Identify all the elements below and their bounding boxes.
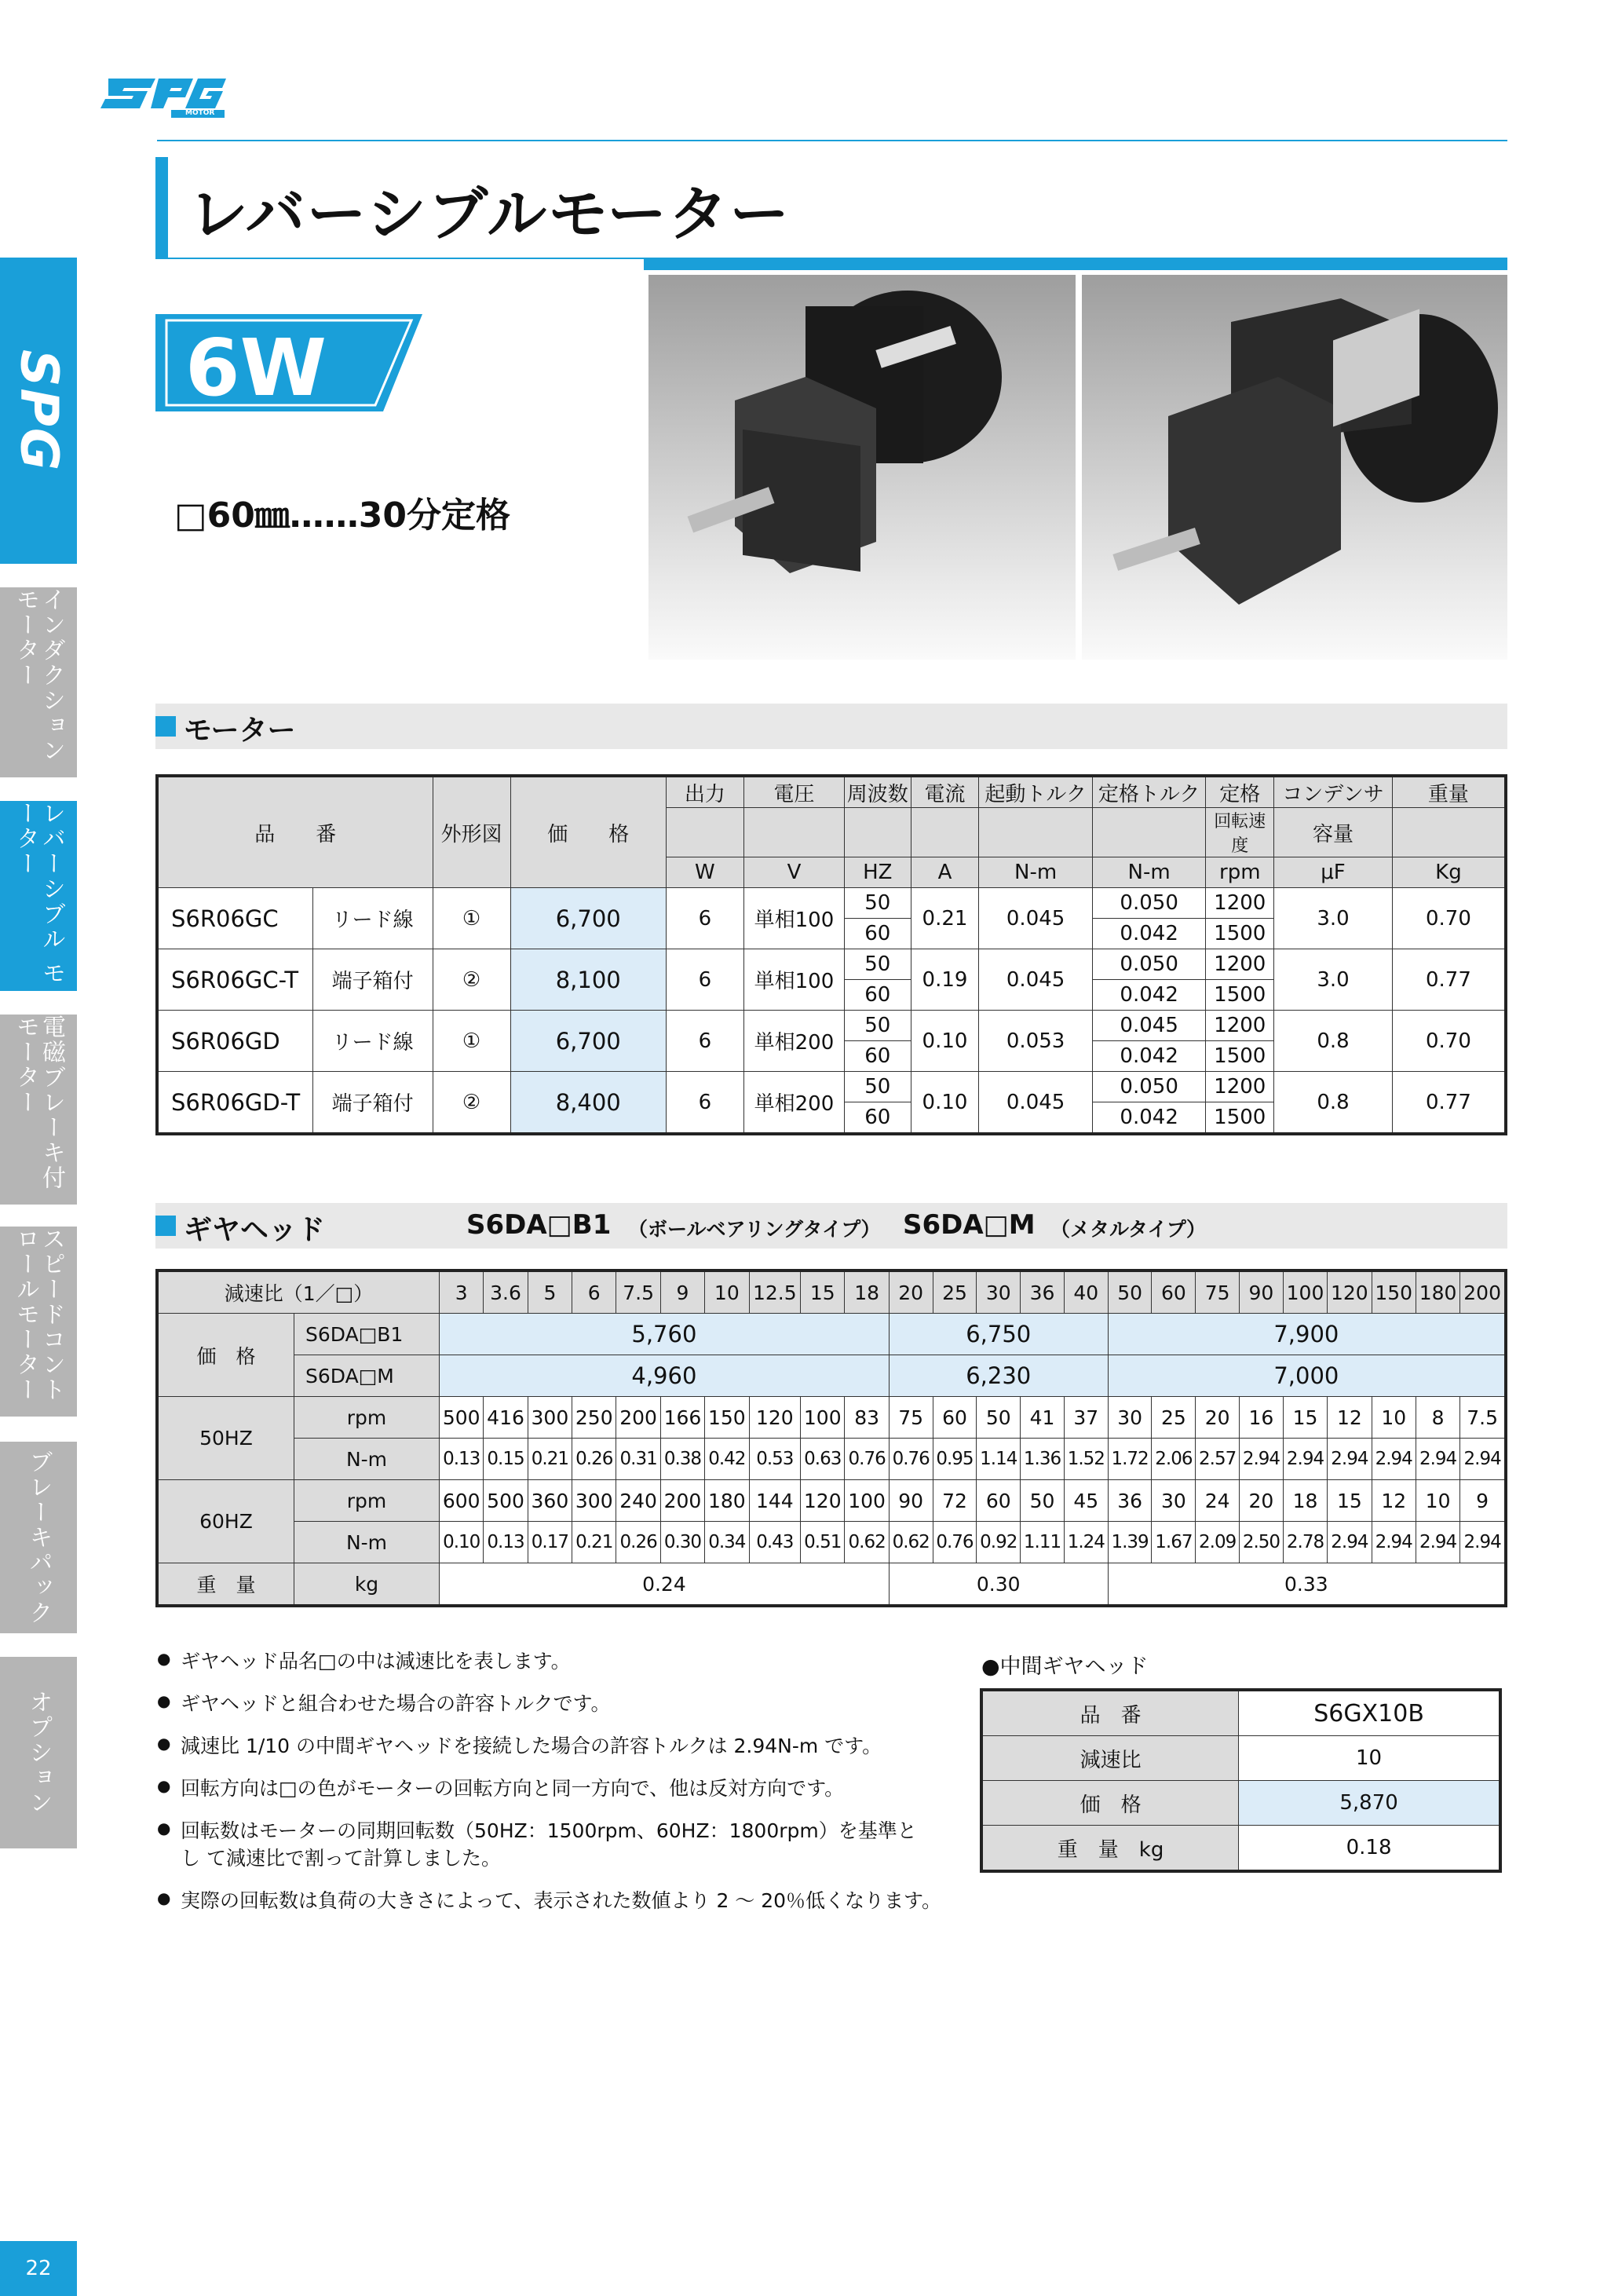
hz50-rpm-value: 7.5: [1460, 1397, 1506, 1439]
unit-start-torque: N-m: [979, 857, 1093, 888]
motor-rated-torque-60: 0.042: [1092, 1102, 1206, 1135]
hz60-rpm-value: 72: [933, 1480, 977, 1522]
motor-condenser: 0.8: [1274, 1072, 1393, 1135]
spg-logo: [100, 71, 226, 118]
th-rated-speed-2: 回転速度: [1206, 808, 1274, 857]
hz60-rpm-value: 90: [889, 1480, 933, 1522]
note-item: ● 実際の回転数は負荷の大きさによって、表示された数値より 2 ～ 20％低くなります。: [157, 1887, 981, 1914]
motor-rated-speed-50: 1200: [1206, 1072, 1274, 1102]
motor-lead-type: リード線: [312, 1011, 433, 1072]
motor-condenser: 3.0: [1274, 949, 1393, 1011]
motor-model: S6R06GD: [157, 1011, 312, 1072]
motor-weight: 0.77: [1392, 949, 1506, 1011]
note-item: ● ギヤヘッドと組合わせた場合の許容トルクです。: [157, 1690, 981, 1717]
motor-freq-50: 50: [844, 949, 911, 980]
hz60-nm-value: 0.21: [572, 1522, 616, 1563]
motor-outline: ②: [433, 949, 510, 1011]
ratio-value: 30: [977, 1270, 1021, 1314]
unit-condenser: μF: [1274, 857, 1393, 888]
ratio-value: 36: [1021, 1270, 1065, 1314]
motor-current: 0.21: [911, 888, 979, 949]
hz50-rpm-value: 416: [484, 1397, 528, 1439]
motor-freq-50: 50: [844, 888, 911, 919]
mid-gear-table: [980, 1688, 1502, 1873]
price-m-label: S6DA□M: [294, 1355, 440, 1397]
hz50-nm-value: 1.36: [1021, 1439, 1065, 1480]
th-output: 出力: [666, 776, 743, 808]
hz50-nm-value: 0.76: [889, 1439, 933, 1480]
gear-model-b1: S6DA□B1: [466, 1209, 612, 1241]
note-item: ● 回転方向は□の色がモーターの回転方向と同一方向で、他は反対方向です。: [157, 1775, 981, 1802]
hz50-rpm-value: 200: [616, 1397, 660, 1439]
weight-value: 0.33: [1108, 1563, 1506, 1607]
motor-lead-type: リード線: [312, 888, 433, 949]
table-row: [157, 888, 1506, 919]
price-m-value: 4,960: [440, 1355, 890, 1397]
motor-rated-torque-50: 0.045: [1092, 1011, 1206, 1041]
ratio-value: 5: [528, 1270, 572, 1314]
motor-spec-table: [155, 774, 1507, 1135]
hz50-nm-label: N-m: [294, 1439, 440, 1480]
side-tab-spg[interactable]: SPG: [0, 258, 77, 564]
notes-list: [157, 1647, 981, 1929]
hz50-nm-value: 2.94: [1416, 1439, 1459, 1480]
motor-weight: 0.70: [1392, 1011, 1506, 1072]
logo-sub: MOTOR: [185, 109, 215, 117]
hz50-nm-value: 2.57: [1196, 1439, 1240, 1480]
hz60-nm-value: 0.30: [660, 1522, 704, 1563]
hz50-nm-value: 0.38: [660, 1439, 704, 1480]
price-b1-label: S6DA□B1: [294, 1314, 440, 1355]
hz60-rpm-value: 300: [572, 1480, 616, 1522]
hz50-nm-value: 0.95: [933, 1439, 977, 1480]
hz60-nm-value: 2.94: [1372, 1522, 1416, 1563]
hz50-label: 50HZ: [157, 1397, 294, 1480]
motor-rated-torque-60: 0.042: [1092, 919, 1206, 949]
hz50-nm-value: 0.26: [572, 1439, 616, 1480]
side-tab-reversible[interactable]: レバーシブル モーター: [0, 801, 77, 991]
hz60-nm-value: 0.13: [484, 1522, 528, 1563]
ratio-value: 3: [440, 1270, 484, 1314]
unit-voltage: V: [743, 857, 844, 888]
motor-rated-speed-50: 1200: [1206, 1011, 1274, 1041]
motor-voltage: 単相200: [743, 1072, 844, 1135]
mid-model: S6GX10B: [1239, 1690, 1500, 1736]
section-square-icon: [155, 1216, 176, 1236]
ratio-value: 120: [1328, 1270, 1372, 1314]
motor-model: S6R06GC: [157, 888, 312, 949]
weight-label: 重 量: [157, 1563, 294, 1607]
ratio-value: 50: [1108, 1270, 1152, 1314]
hz60-nm-value: 1.67: [1152, 1522, 1196, 1563]
mid-ratio-label: 減速比: [981, 1736, 1239, 1781]
motor-outline: ①: [433, 1011, 510, 1072]
hz50-nm-value: 0.53: [749, 1439, 801, 1480]
title-underline-thick: [644, 259, 1507, 270]
ratio-value: 200: [1460, 1270, 1506, 1314]
hz50-rpm-value: 150: [705, 1397, 749, 1439]
hz60-rpm-value: 200: [660, 1480, 704, 1522]
motor-output: 6: [666, 949, 743, 1011]
th-voltage: 電圧: [743, 776, 844, 808]
ratio-label: 減速比（1／□）: [157, 1270, 440, 1314]
weight-value: 0.24: [440, 1563, 890, 1607]
motor-current: 0.10: [911, 1072, 979, 1135]
hz60-rpm-value: 180: [705, 1480, 749, 1522]
unit-current: A: [911, 857, 979, 888]
hz50-rpm-value: 100: [801, 1397, 845, 1439]
gear-model-b1-note: （ボールベアリングタイプ）: [628, 1218, 881, 1241]
hz60-nm-value: 0.34: [705, 1522, 749, 1563]
motor-price: 6,700: [510, 888, 666, 949]
motor-freq-50: 50: [844, 1072, 911, 1102]
hz60-rpm-value: 60: [977, 1480, 1021, 1522]
th-price: 価 格: [510, 776, 666, 888]
hz60-rpm-value: 10: [1416, 1480, 1459, 1522]
motor-lead-type: 端子箱付: [312, 1072, 433, 1135]
hz60-nm-label: N-m: [294, 1522, 440, 1563]
motor-condenser: 3.0: [1274, 888, 1393, 949]
side-tab-speed-control[interactable]: スピードコント ロールモーター: [0, 1227, 77, 1417]
motor-freq-60: 60: [844, 1102, 911, 1135]
table-row: [157, 1072, 1506, 1102]
ratio-value: 75: [1196, 1270, 1240, 1314]
motor-voltage: 単相200: [743, 1011, 844, 1072]
hz60-nm-value: 0.10: [440, 1522, 484, 1563]
hz60-rpm-value: 36: [1108, 1480, 1152, 1522]
motor-start-torque: 0.045: [979, 1072, 1093, 1135]
motor-current: 0.19: [911, 949, 979, 1011]
price-m-value: 6,230: [889, 1355, 1108, 1397]
th-condenser: コンデンサ: [1274, 776, 1393, 808]
weight-value: 0.30: [889, 1563, 1108, 1607]
price-b1-value: 6,750: [889, 1314, 1108, 1355]
page-title: レバーシブルモーター: [188, 179, 791, 249]
wattage-badge: 6W: [185, 322, 327, 414]
hz50-rpm-value: 8: [1416, 1397, 1459, 1439]
motor-model: S6R06GC-T: [157, 949, 312, 1011]
hz60-rpm-value: 24: [1196, 1480, 1240, 1522]
hz50-rpm-value: 300: [528, 1397, 572, 1439]
hz60-rpm-value: 240: [616, 1480, 660, 1522]
th-current: 電流: [911, 776, 979, 808]
motor-voltage: 単相100: [743, 888, 844, 949]
hz60-nm-value: 0.62: [889, 1522, 933, 1563]
mid-weight-label: 重 量 kg: [981, 1826, 1239, 1872]
mid-price-label: 価 格: [981, 1781, 1239, 1826]
hz60-rpm-value: 120: [801, 1480, 845, 1522]
ratio-value: 10: [705, 1270, 749, 1314]
motor-output: 6: [666, 1072, 743, 1135]
mid-weight: 0.18: [1239, 1826, 1500, 1872]
th-model: 品 番: [157, 776, 433, 888]
unit-rated-torque: N-m: [1092, 857, 1206, 888]
motor-rated-torque-50: 0.050: [1092, 888, 1206, 919]
note-item: ● 回転数はモーターの同期回転数（50HZ：1500rpm、60HZ：1800rpm）を基準とし て減速比で割って計算しました。: [157, 1817, 934, 1872]
hz50-rpm-value: 500: [440, 1397, 484, 1439]
gear-model-m: S6DA□M: [903, 1209, 1036, 1241]
motor-rated-speed-60: 1500: [1206, 1041, 1274, 1072]
hz50-nm-value: 2.94: [1283, 1439, 1327, 1480]
ratio-value: 3.6: [484, 1270, 528, 1314]
hz50-rpm-value: 15: [1283, 1397, 1327, 1439]
unit-speed: rpm: [1206, 857, 1274, 888]
hz60-nm-value: 0.26: [616, 1522, 660, 1563]
hz50-rpm-value: 30: [1108, 1397, 1152, 1439]
price-b1-value: 5,760: [440, 1314, 890, 1355]
motor-freq-60: 60: [844, 1041, 911, 1072]
ratio-value: 40: [1064, 1270, 1108, 1314]
hz50-nm-value: 0.15: [484, 1439, 528, 1480]
side-tab-brake-pack[interactable]: ブレーキパック: [0, 1442, 77, 1633]
ratio-value: 60: [1152, 1270, 1196, 1314]
motor-rated-speed-60: 1500: [1206, 980, 1274, 1011]
table-row: [157, 1314, 1506, 1355]
hz60-rpm-value: 15: [1328, 1480, 1372, 1522]
unit-weight: Kg: [1392, 857, 1506, 888]
gear-model-m-note: （メタルタイプ）: [1050, 1218, 1207, 1241]
header-line: [157, 140, 1507, 141]
motor-freq-60: 60: [844, 919, 911, 949]
hz60-rpm-value: 30: [1152, 1480, 1196, 1522]
motor-output: 6: [666, 1011, 743, 1072]
ratio-value: 100: [1283, 1270, 1327, 1314]
motor-photo-terminal-box: [1082, 275, 1507, 660]
ratio-value: 6: [572, 1270, 616, 1314]
motor-rated-speed-60: 1500: [1206, 1102, 1274, 1135]
table-row: [157, 1270, 1506, 1314]
motor-price: 6,700: [510, 1011, 666, 1072]
motor-voltage: 単相100: [743, 949, 844, 1011]
motor-current: 0.10: [911, 1011, 979, 1072]
hz50-rpm-value: 20: [1196, 1397, 1240, 1439]
mid-gear-title: ●中間ギヤヘッド: [981, 1654, 1149, 1679]
hz60-rpm-value: 9: [1460, 1480, 1506, 1522]
motor-section-title: モーター: [184, 715, 296, 747]
hz50-nm-value: 2.94: [1372, 1439, 1416, 1480]
ratio-value: 25: [933, 1270, 977, 1314]
section-square-icon: [155, 716, 176, 737]
hz60-nm-value: 0.17: [528, 1522, 572, 1563]
hz50-rpm-value: 60: [933, 1397, 977, 1439]
hz60-nm-value: 2.94: [1460, 1522, 1506, 1563]
hz60-nm-value: 2.94: [1328, 1522, 1372, 1563]
hz50-nm-value: 1.52: [1064, 1439, 1108, 1480]
ratio-value: 12.5: [749, 1270, 801, 1314]
hz50-nm-value: 0.76: [845, 1439, 889, 1480]
hz60-nm-value: 1.11: [1021, 1522, 1065, 1563]
table-row: [157, 949, 1506, 980]
hz50-nm-value: 2.06: [1152, 1439, 1196, 1480]
note-item: ● ギヤヘッド品名□の中は減速比を表します。: [157, 1647, 981, 1675]
motor-rated-torque-50: 0.050: [1092, 949, 1206, 980]
gear-head-table: [155, 1269, 1507, 1607]
motor-weight: 0.77: [1392, 1072, 1506, 1135]
th-outline: 外形図: [433, 776, 510, 888]
hz50-rpm-label: rpm: [294, 1397, 440, 1439]
hz60-nm-value: 1.39: [1108, 1522, 1152, 1563]
motor-price: 8,400: [510, 1072, 666, 1135]
gear-section-title: ギヤヘッド: [184, 1214, 326, 1246]
hz50-nm-value: 0.42: [705, 1439, 749, 1480]
side-tab-brake-motor[interactable]: 電磁ブレーキ付 モーター: [0, 1015, 77, 1205]
th-freq: 周波数: [844, 776, 911, 808]
hz50-rpm-value: 50: [977, 1397, 1021, 1439]
hz50-nm-value: 1.14: [977, 1439, 1021, 1480]
ratio-value: 150: [1372, 1270, 1416, 1314]
motor-start-torque: 0.045: [979, 888, 1093, 949]
title-accent-bar: [155, 157, 168, 258]
hz60-nm-value: 0.92: [977, 1522, 1021, 1563]
gear-section-header: [155, 1203, 1507, 1249]
unit-freq: HZ: [844, 857, 911, 888]
price-m-value: 7,000: [1108, 1355, 1506, 1397]
hz50-rpm-value: 83: [845, 1397, 889, 1439]
hz60-nm-value: 2.94: [1416, 1522, 1459, 1563]
page-number: 22: [0, 2241, 77, 2296]
hz60-nm-value: 0.43: [749, 1522, 801, 1563]
table-row: [157, 1563, 1506, 1607]
table-row: [157, 1011, 1506, 1041]
hz50-rpm-value: 166: [660, 1397, 704, 1439]
table-row: [157, 1439, 1506, 1480]
table-row: [157, 1355, 1506, 1397]
hz60-rpm-value: 360: [528, 1480, 572, 1522]
th-rated-torque: 定格トルク: [1092, 776, 1206, 808]
mid-price: 5,870: [1239, 1781, 1500, 1826]
motor-condenser: 0.8: [1274, 1011, 1393, 1072]
hz50-rpm-value: 120: [749, 1397, 801, 1439]
motor-outline: ②: [433, 1072, 510, 1135]
motor-model: S6R06GD-T: [157, 1072, 312, 1135]
table-row: [157, 1397, 1506, 1439]
side-tab-induction[interactable]: インダクション モーター: [0, 587, 77, 777]
unit-output: W: [666, 857, 743, 888]
motor-photo-lead-wire: [648, 275, 1076, 660]
mid-ratio: 10: [1239, 1736, 1500, 1781]
motor-weight: 0.70: [1392, 888, 1506, 949]
hz50-rpm-value: 16: [1240, 1397, 1284, 1439]
hz60-nm-value: 2.09: [1196, 1522, 1240, 1563]
ratio-value: 15: [801, 1270, 845, 1314]
motor-outline: ①: [433, 888, 510, 949]
hz60-rpm-value: 12: [1372, 1480, 1416, 1522]
table-row: [157, 1480, 1506, 1522]
hz60-nm-value: 2.50: [1240, 1522, 1284, 1563]
hz50-rpm-value: 75: [889, 1397, 933, 1439]
hz50-nm-value: 0.13: [440, 1439, 484, 1480]
hz50-rpm-value: 10: [1372, 1397, 1416, 1439]
hz60-nm-value: 2.78: [1283, 1522, 1327, 1563]
th-weight: 重量: [1392, 776, 1506, 808]
motor-section-header: [155, 704, 1507, 749]
ratio-value: 180: [1416, 1270, 1459, 1314]
hz60-rpm-value: 20: [1240, 1480, 1284, 1522]
hz50-rpm-value: 25: [1152, 1397, 1196, 1439]
hz60-rpm-value: 50: [1021, 1480, 1065, 1522]
hz50-nm-value: 2.94: [1460, 1439, 1506, 1480]
motor-freq-60: 60: [844, 980, 911, 1011]
hz50-rpm-value: 37: [1064, 1397, 1108, 1439]
hz50-rpm-value: 41: [1021, 1397, 1065, 1439]
motor-rated-torque-50: 0.050: [1092, 1072, 1206, 1102]
hz60-nm-value: 0.51: [801, 1522, 845, 1563]
th-rated-speed: 定格: [1206, 776, 1274, 808]
hz50-nm-value: 0.63: [801, 1439, 845, 1480]
mid-model-label: 品 番: [981, 1690, 1239, 1736]
ratio-value: 7.5: [616, 1270, 660, 1314]
hz60-rpm-value: 18: [1283, 1480, 1327, 1522]
hz50-rpm-value: 250: [572, 1397, 616, 1439]
motor-rated-speed-50: 1200: [1206, 949, 1274, 980]
motor-rated-speed-60: 1500: [1206, 919, 1274, 949]
table-row: [157, 1522, 1506, 1563]
motor-price: 8,100: [510, 949, 666, 1011]
hz60-rpm-value: 600: [440, 1480, 484, 1522]
ratio-value: 20: [889, 1270, 933, 1314]
hz60-nm-value: 1.24: [1064, 1522, 1108, 1563]
size-rating: □60㎜……30分定格: [174, 495, 511, 536]
ratio-value: 9: [660, 1270, 704, 1314]
hz50-nm-value: 0.31: [616, 1439, 660, 1480]
weight-unit: kg: [294, 1563, 440, 1607]
hz60-nm-value: 0.76: [933, 1522, 977, 1563]
ratio-value: 90: [1240, 1270, 1284, 1314]
hz60-rpm-value: 144: [749, 1480, 801, 1522]
hz50-rpm-value: 12: [1328, 1397, 1372, 1439]
note-item: ● 減速比 1/10 の中間ギヤヘッドを接続した場合の許容トルクは 2.94N-m です。: [157, 1732, 981, 1760]
motor-start-torque: 0.045: [979, 949, 1093, 1011]
hz50-nm-value: 0.21: [528, 1439, 572, 1480]
hz60-rpm-value: 100: [845, 1480, 889, 1522]
motor-lead-type: 端子箱付: [312, 949, 433, 1011]
hz50-nm-value: 1.72: [1108, 1439, 1152, 1480]
th-condenser-2: 容量: [1274, 808, 1393, 857]
motor-freq-50: 50: [844, 1011, 911, 1041]
price-b1-value: 7,900: [1108, 1314, 1506, 1355]
hz60-label: 60HZ: [157, 1480, 294, 1563]
hz60-rpm-value: 45: [1064, 1480, 1108, 1522]
motor-rated-speed-50: 1200: [1206, 888, 1274, 919]
ratio-value: 18: [845, 1270, 889, 1314]
motor-start-torque: 0.053: [979, 1011, 1093, 1072]
th-start-torque: 起動トルク: [979, 776, 1093, 808]
hz60-rpm-label: rpm: [294, 1480, 440, 1522]
hz50-nm-value: 2.94: [1240, 1439, 1284, 1480]
hz50-nm-value: 2.94: [1328, 1439, 1372, 1480]
motor-output: 6: [666, 888, 743, 949]
hz60-nm-value: 0.62: [845, 1522, 889, 1563]
motor-rated-torque-60: 0.042: [1092, 980, 1206, 1011]
motor-rated-torque-60: 0.042: [1092, 1041, 1206, 1072]
price-label: 価 格: [157, 1314, 294, 1397]
side-tab-option[interactable]: オプション: [0, 1657, 77, 1848]
hz60-rpm-value: 500: [484, 1480, 528, 1522]
